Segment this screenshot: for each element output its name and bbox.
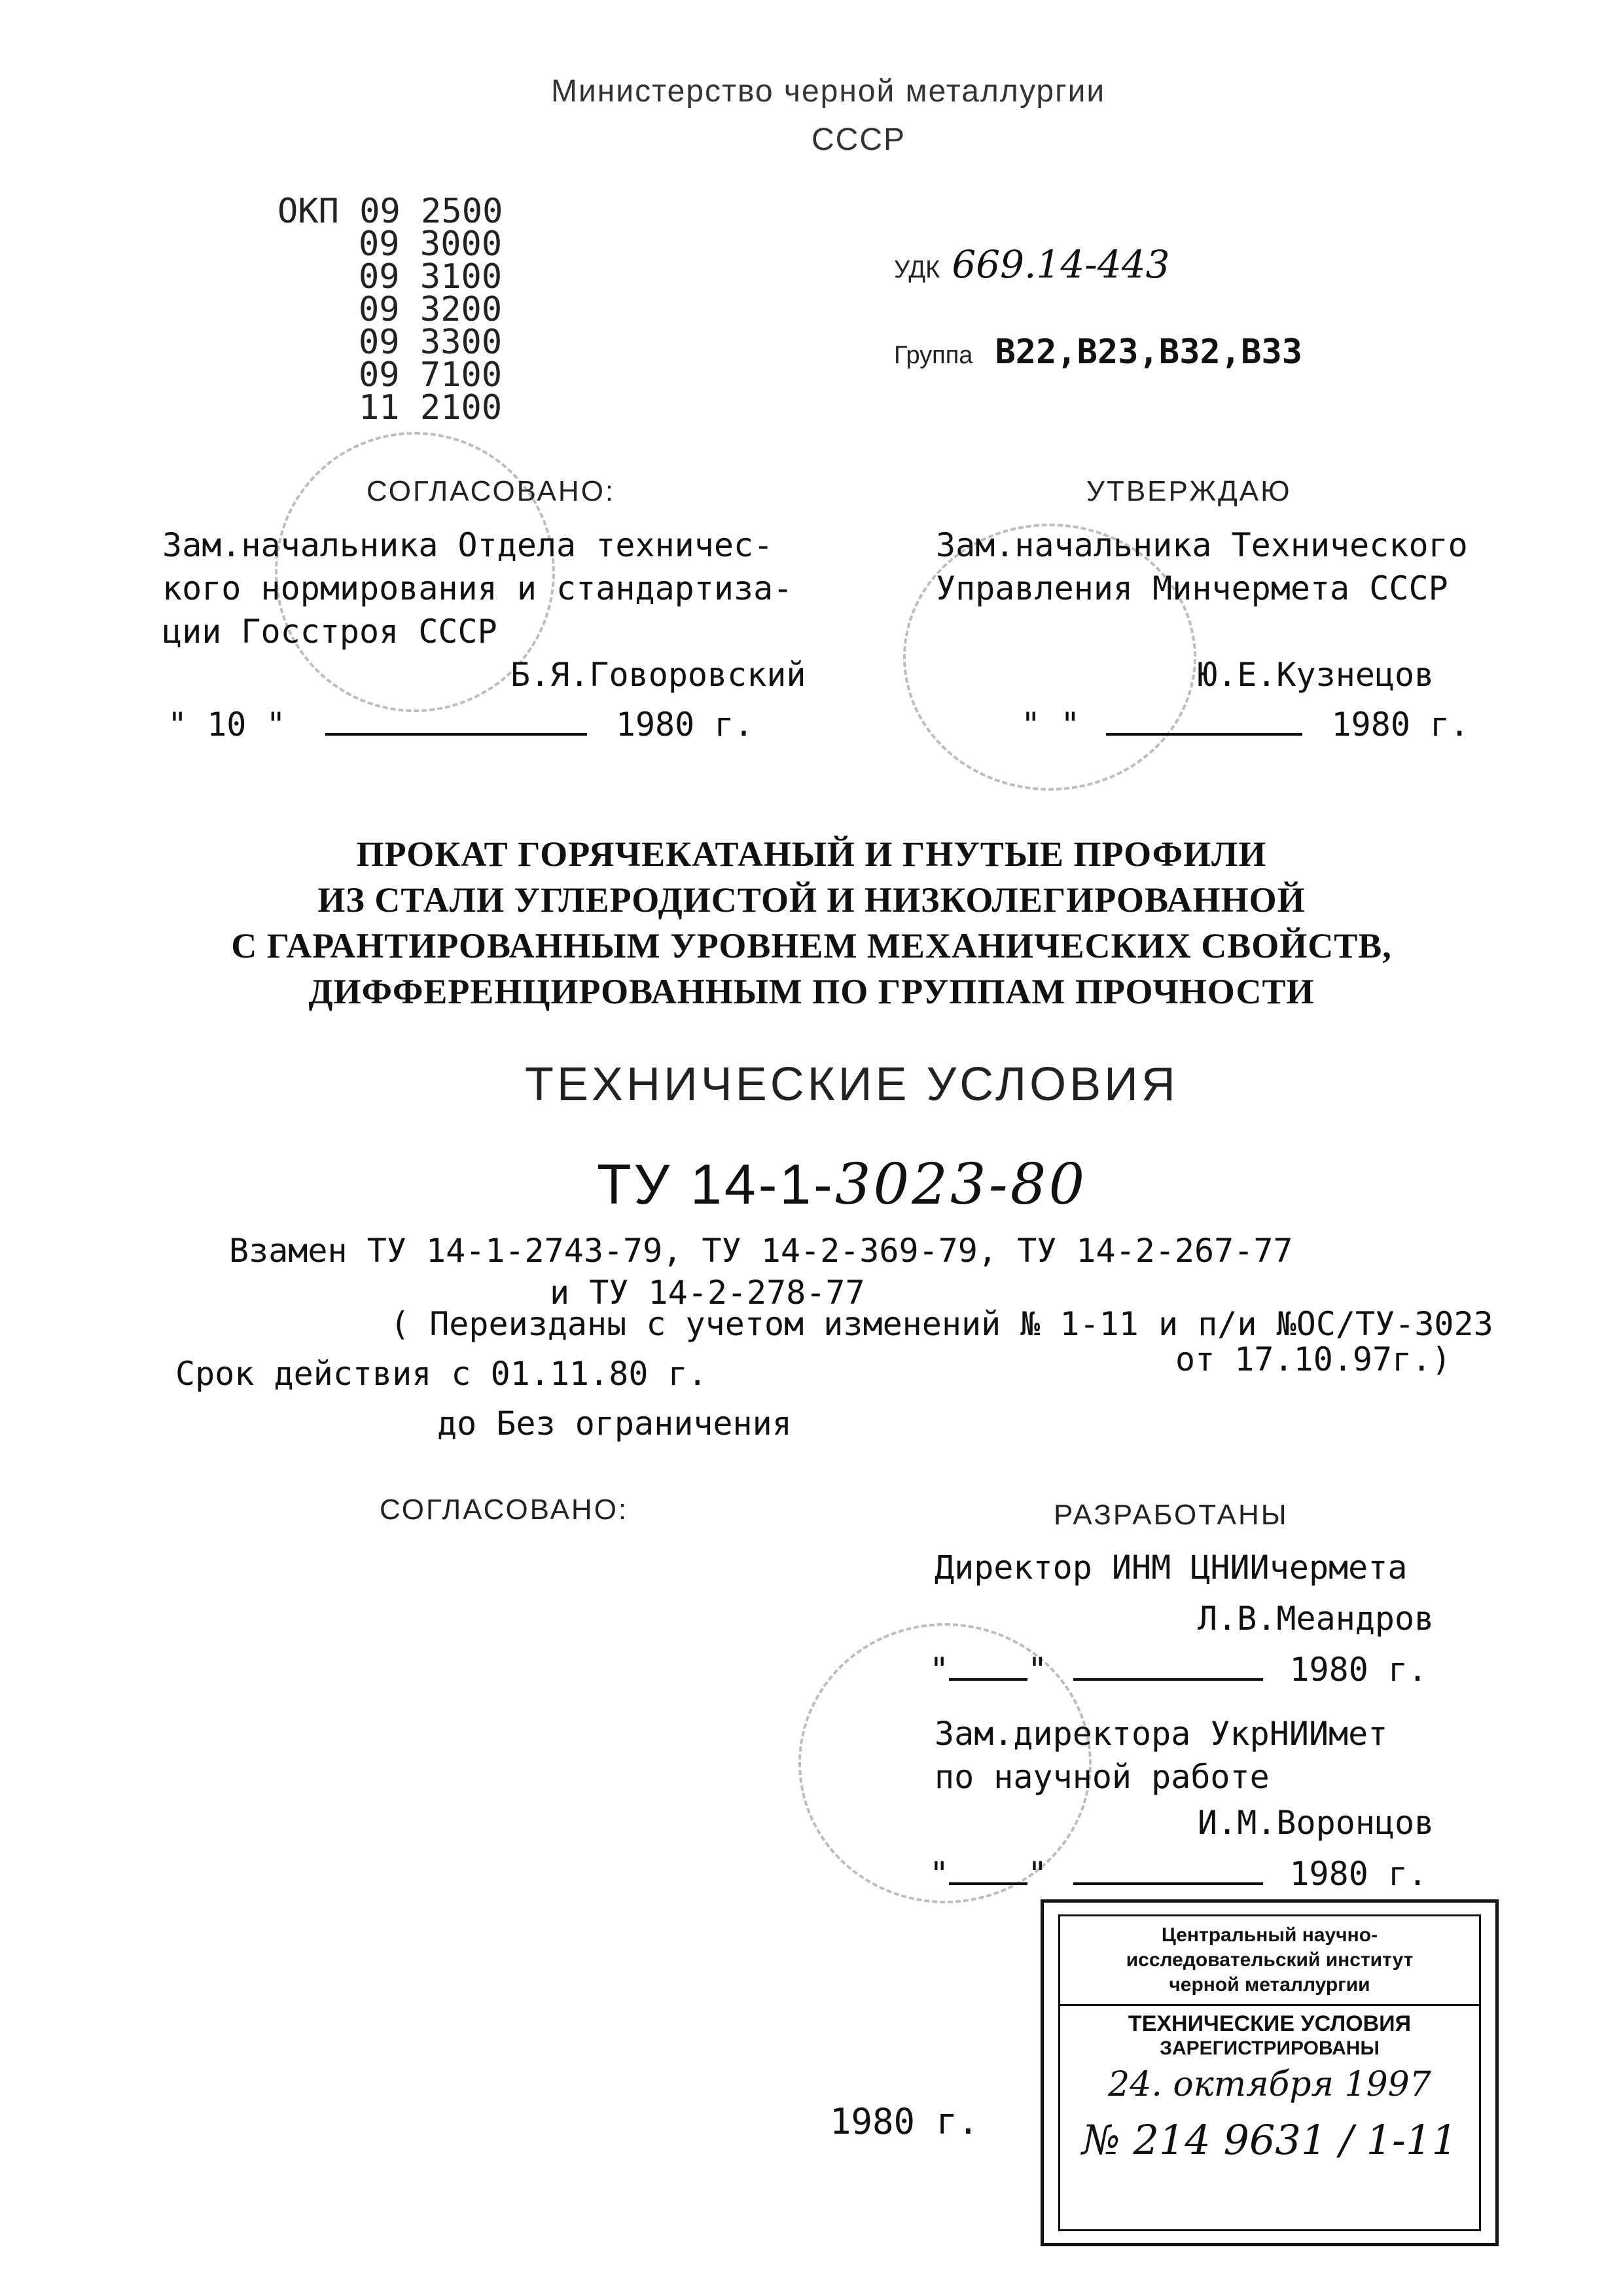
- reissue-date: от 17.10.97г.): [1175, 1340, 1452, 1378]
- stamp-line: исследовательский институт: [1126, 1949, 1414, 1971]
- group-row: [894, 332, 1302, 372]
- date-day: " 10 ": [168, 706, 286, 744]
- developed-heading: РАЗРАБОТАНЫ: [1054, 1499, 1289, 1531]
- title-line: ДИФФЕРЕНЦИРОВАННЫМ ПО ГРУППАМ ПРОЧНОСТИ: [308, 972, 1315, 1011]
- approve-date: [1021, 702, 1469, 746]
- date-line: [1073, 1851, 1263, 1885]
- group-label: Группа: [894, 342, 973, 369]
- document-subtitle: ТЕХНИЧЕСКИЕ УСЛОВИЯ: [525, 1058, 1179, 1111]
- validity-to: до Без ограничения: [437, 1405, 792, 1443]
- approve-position: [936, 524, 1468, 610]
- agreed-left-signer: Б.Я.Говоровский: [510, 656, 806, 694]
- udk-row: [894, 242, 1170, 287]
- title-line: С ГАРАНТИРОВАННЫМ УРОВНЕМ МЕХАНИЧЕСКИХ СВОЙСТВ,: [231, 926, 1392, 965]
- date-line: [1073, 1647, 1263, 1681]
- agreed-left-heading: СОГЛАСОВАНО:: [366, 475, 616, 507]
- date-line: [325, 702, 587, 736]
- developer-2-title-line: по научной работе: [935, 1758, 1270, 1796]
- okp-code: 09 2500: [359, 192, 503, 231]
- agreed-left-position: [162, 524, 793, 653]
- stamp-line: ТЕХНИЧЕСКИЕ УСЛОВИЯ: [1128, 2011, 1412, 2036]
- developer-1-signer: Л.В.Меандров: [1198, 1600, 1435, 1638]
- date-year: 1980 г.: [1289, 1855, 1428, 1893]
- developer-2-title-line: Зам.директора УкрНИИмет: [935, 1715, 1388, 1753]
- registration-stamp-inner: [1058, 1914, 1481, 2231]
- date-day: " ": [1021, 706, 1080, 744]
- date-line: [1106, 702, 1302, 736]
- okp-code: 11 2100: [359, 388, 503, 427]
- udk-label: УДК: [894, 256, 940, 283]
- title-line: ИЗ СТАЛИ УГЛЕРОДИСТОЙ И НИЗКОЛЕГИРОВАННОЙ: [317, 880, 1306, 920]
- footer-year: 1980 г.: [830, 2101, 979, 2142]
- okp-code: 09 3000: [359, 224, 503, 264]
- registration-stamp: [1041, 1899, 1499, 2246]
- stamp-number: № 214 9631 / 1-11: [1082, 2116, 1457, 2164]
- replaces-line: Взамен ТУ 14-1-2743-79, ТУ 14-2-369-79, ТУ 14-2-267-77: [229, 1232, 1293, 1270]
- stamp-date: 24. октября 1997: [1108, 2065, 1431, 2104]
- title-line: ПРОКАТ ГОРЯЧЕКАТАНЫЙ И ГНУТЫЕ ПРОФИЛИ: [356, 834, 1267, 874]
- udk-value: 669.14-443: [952, 242, 1170, 287]
- okp-label: ОКП: [277, 192, 339, 231]
- ministry-country: СССР: [812, 122, 906, 157]
- okp-code: 09 3300: [359, 323, 503, 362]
- developer-1-date: " " 1980 г.: [929, 1647, 1427, 1691]
- date-year: 1980 г.: [615, 706, 754, 744]
- agreed-bottom-heading: СОГЛАСОВАНО:: [380, 1494, 629, 1526]
- stamp-line: черной металлургии: [1169, 1974, 1370, 1996]
- approve-line: Управления Минчермета СССР: [936, 569, 1448, 607]
- validity-from: Срок действия с 01.11.80 г.: [175, 1355, 707, 1393]
- tu-code: [597, 1152, 1087, 1217]
- okp-code: 09 3100: [359, 257, 503, 296]
- agreed-left-line: кого нормирования и стандартиза-: [162, 569, 793, 607]
- approve-signer: Ю.Е.Кузнецов: [1198, 656, 1435, 694]
- ministry-name: Министерство черной металлургии: [551, 74, 1106, 109]
- agreed-left-date: [168, 702, 754, 746]
- replaces-line-2: и ТУ 14-2-278-77: [550, 1274, 865, 1312]
- okp-code: 09 3200: [359, 290, 503, 329]
- agreed-left-line: Зам.начальника Отдела техничес-: [162, 526, 774, 564]
- approve-heading: УТВЕРЖДАЮ: [1086, 475, 1292, 507]
- developer-2-signer: И.М.Воронцов: [1198, 1804, 1435, 1842]
- approve-line: Зам.начальника Технического: [936, 526, 1468, 564]
- document-title: [157, 831, 1466, 1014]
- reissue-note: ( Переизданы с учетом изменений № 1-11 и п/и №ОС/ТУ-3023: [390, 1305, 1493, 1343]
- agreed-left-line: ции Госстроя СССР: [162, 613, 497, 651]
- date-year: 1980 г.: [1289, 1651, 1428, 1689]
- date-year: 1980 г.: [1331, 706, 1470, 744]
- developer-1-title: Директор ИНМ ЦНИИчермета: [935, 1549, 1408, 1587]
- tu-code-number: 3023-80: [834, 1152, 1088, 1217]
- okp-block: [277, 192, 503, 427]
- developer-2-title: [935, 1712, 1387, 1799]
- tu-code-prefix: ТУ 14-1-: [597, 1153, 835, 1216]
- group-value: В22,В23,В32,В33: [995, 332, 1303, 372]
- developer-2-date: " " 1980 г.: [929, 1851, 1427, 1895]
- stamp-line: Центральный научно-: [1161, 1924, 1378, 1946]
- stamp-line: ЗАРЕГИСТРИРОВАНЫ: [1160, 2037, 1380, 2059]
- okp-code: 09 7100: [359, 355, 503, 395]
